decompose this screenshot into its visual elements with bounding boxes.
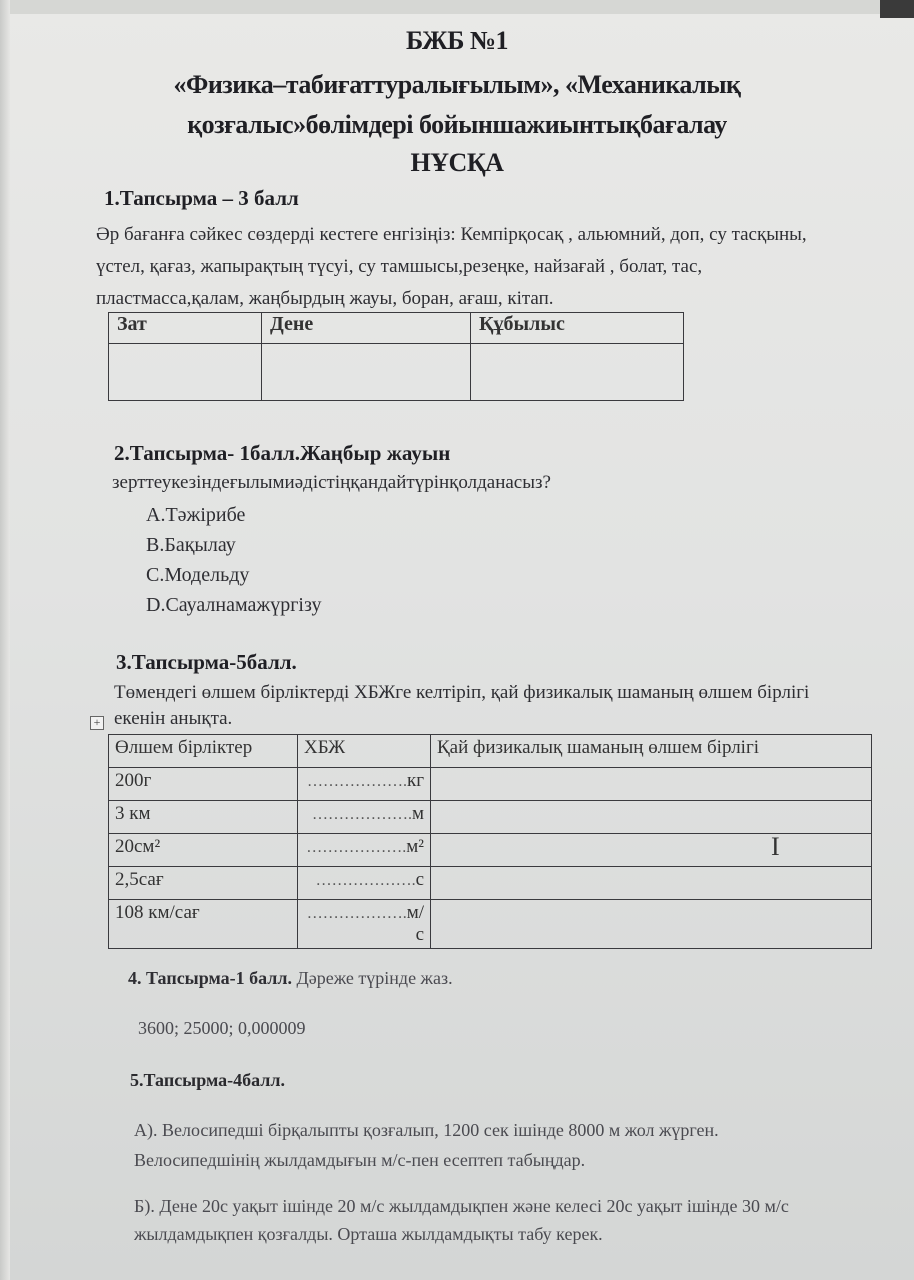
task2-question: зерттеукезіндеғылымиәдістіңқандайтүрінқолданасыз? — [112, 472, 551, 493]
unit-cell: 108 км/сағ — [109, 900, 298, 949]
task1-col-qubylys: Құбылыс — [471, 313, 684, 344]
task1-col-zat: Зат — [109, 313, 262, 344]
table-row — [109, 867, 872, 900]
task1-col-dene: Дене — [262, 313, 471, 344]
task5-b-line1: Б). Дене 20с уақыт ішінде 20 м/с жылдамдықпен және келесі 20с уақыт ішінде 30 м/с — [134, 1196, 789, 1216]
text-cursor-icon: I — [771, 832, 780, 861]
task3-col-quantity: Қай физикалық шаманың өлшем бірлігі — [431, 735, 872, 768]
task5-heading: 5.Тапсырма-4балл. — [130, 1070, 285, 1090]
doc-title-line3: қозғалыс»бөлімдері бойыншажиынтықбағалау — [187, 110, 727, 139]
task4-line — [128, 968, 453, 989]
task3-text-line2: екенін анықта. — [114, 708, 233, 729]
unit-cell: 200г — [109, 768, 298, 801]
table-row — [109, 801, 872, 834]
task1-cell-qubylys[interactable] — [471, 344, 684, 401]
task3-col-si: ХБЖ — [298, 735, 431, 768]
si-unit: с — [415, 869, 424, 890]
si-unit: кг — [406, 770, 424, 791]
task1-cell-dene[interactable] — [262, 344, 471, 401]
quantity-cell[interactable] — [431, 768, 872, 801]
unit-cell: 3 км — [109, 801, 298, 834]
quantity-cell[interactable] — [431, 801, 872, 834]
task1-text-line1: Әр бағанға сәйкес сөздерді кестеге енгізіңіз: Кемпірқосақ , альюмний, доп, су тасқыны, — [96, 224, 807, 245]
task1-table — [108, 312, 684, 401]
task3-col-units: Өлшем бірліктер — [109, 735, 298, 768]
answer-dots: ………………. — [315, 872, 416, 889]
quantity-cell[interactable] — [431, 900, 872, 949]
screen-top-bar — [0, 0, 914, 14]
task5-a-line1: А). Велосипедші бірқалыпты қозғалып, 1200 сек ішінде 8000 м жол жүрген. — [134, 1120, 719, 1140]
task1-text-line3: пластмасса,қалам, жаңбырдың жауы, боран, ағаш, кітап. — [96, 288, 554, 309]
screen-left-edge — [0, 0, 10, 1280]
quantity-cell[interactable] — [431, 867, 872, 900]
task2-option-c: С.Модельду — [146, 564, 250, 586]
si-cell[interactable] — [298, 900, 431, 949]
task1-text-line2: үстел, қағаз, жапырақтың түсуі, су тамшысы,резеңке, найзағай , болат, тас, — [96, 256, 703, 277]
doc-title-line4: НҰСҚА — [410, 148, 504, 177]
unit-cell: 20см² — [109, 834, 298, 867]
si-unit: м — [411, 803, 424, 824]
task1-cell-zat[interactable] — [109, 344, 262, 401]
task3-text-line1: Төмендегі өлшем бірліктерді ХБЖге келтіріп, қай физикалық шаманың өлшем бірлігі — [114, 682, 810, 703]
table-row — [109, 900, 872, 949]
answer-dots: ………………. — [311, 806, 412, 823]
task1-heading: 1.Тапсырма – 3 балл — [104, 186, 299, 210]
task5-b-line2: жылдамдықпен қозғалды. Орташа жылдамдықты табу керек. — [134, 1224, 603, 1244]
table-row — [109, 834, 872, 867]
answer-dots: ………………. — [306, 905, 407, 922]
si-cell[interactable] — [298, 801, 431, 834]
task5-a-line2: Велосипедшінің жылдамдығын м/с-пен есептеп табыңдар. — [134, 1150, 586, 1170]
task3-heading: 3.Тапсырма-5балл. — [116, 650, 297, 674]
answer-dots: ………………. — [306, 773, 407, 790]
task2-heading: 2.Тапсырма- 1балл.Жаңбыр жауын — [114, 441, 451, 465]
table-row — [109, 768, 872, 801]
quantity-cell[interactable] — [431, 834, 872, 867]
si-cell[interactable] — [298, 834, 431, 867]
unit-cell: 2,5сағ — [109, 867, 298, 900]
task3-table — [108, 734, 872, 949]
task4-instruction: Дәреже түрінде жаз. — [296, 968, 453, 988]
si-unit: м² — [406, 836, 424, 857]
task2-option-d: D.Сауалнамажүргізу — [146, 594, 322, 616]
task2-option-b: В.Бақылау — [146, 534, 236, 556]
task4-numbers: 3600; 25000; 0,000009 — [138, 1018, 306, 1038]
doc-title-line2: «Физика–табиғаттуралығылым», «Механикалық — [173, 70, 741, 99]
task4-heading: 4. Тапсырма-1 балл. — [128, 968, 292, 988]
task2-option-a: А.Тәжірибе — [146, 504, 246, 526]
doc-title-line1: БЖБ №1 — [405, 26, 509, 55]
table-move-handle[interactable]: + — [90, 716, 104, 730]
screen-corner — [880, 0, 914, 18]
si-unit: м/с — [406, 902, 424, 945]
si-cell[interactable] — [298, 867, 431, 900]
answer-dots: ………………. — [306, 839, 407, 856]
si-cell[interactable] — [298, 768, 431, 801]
